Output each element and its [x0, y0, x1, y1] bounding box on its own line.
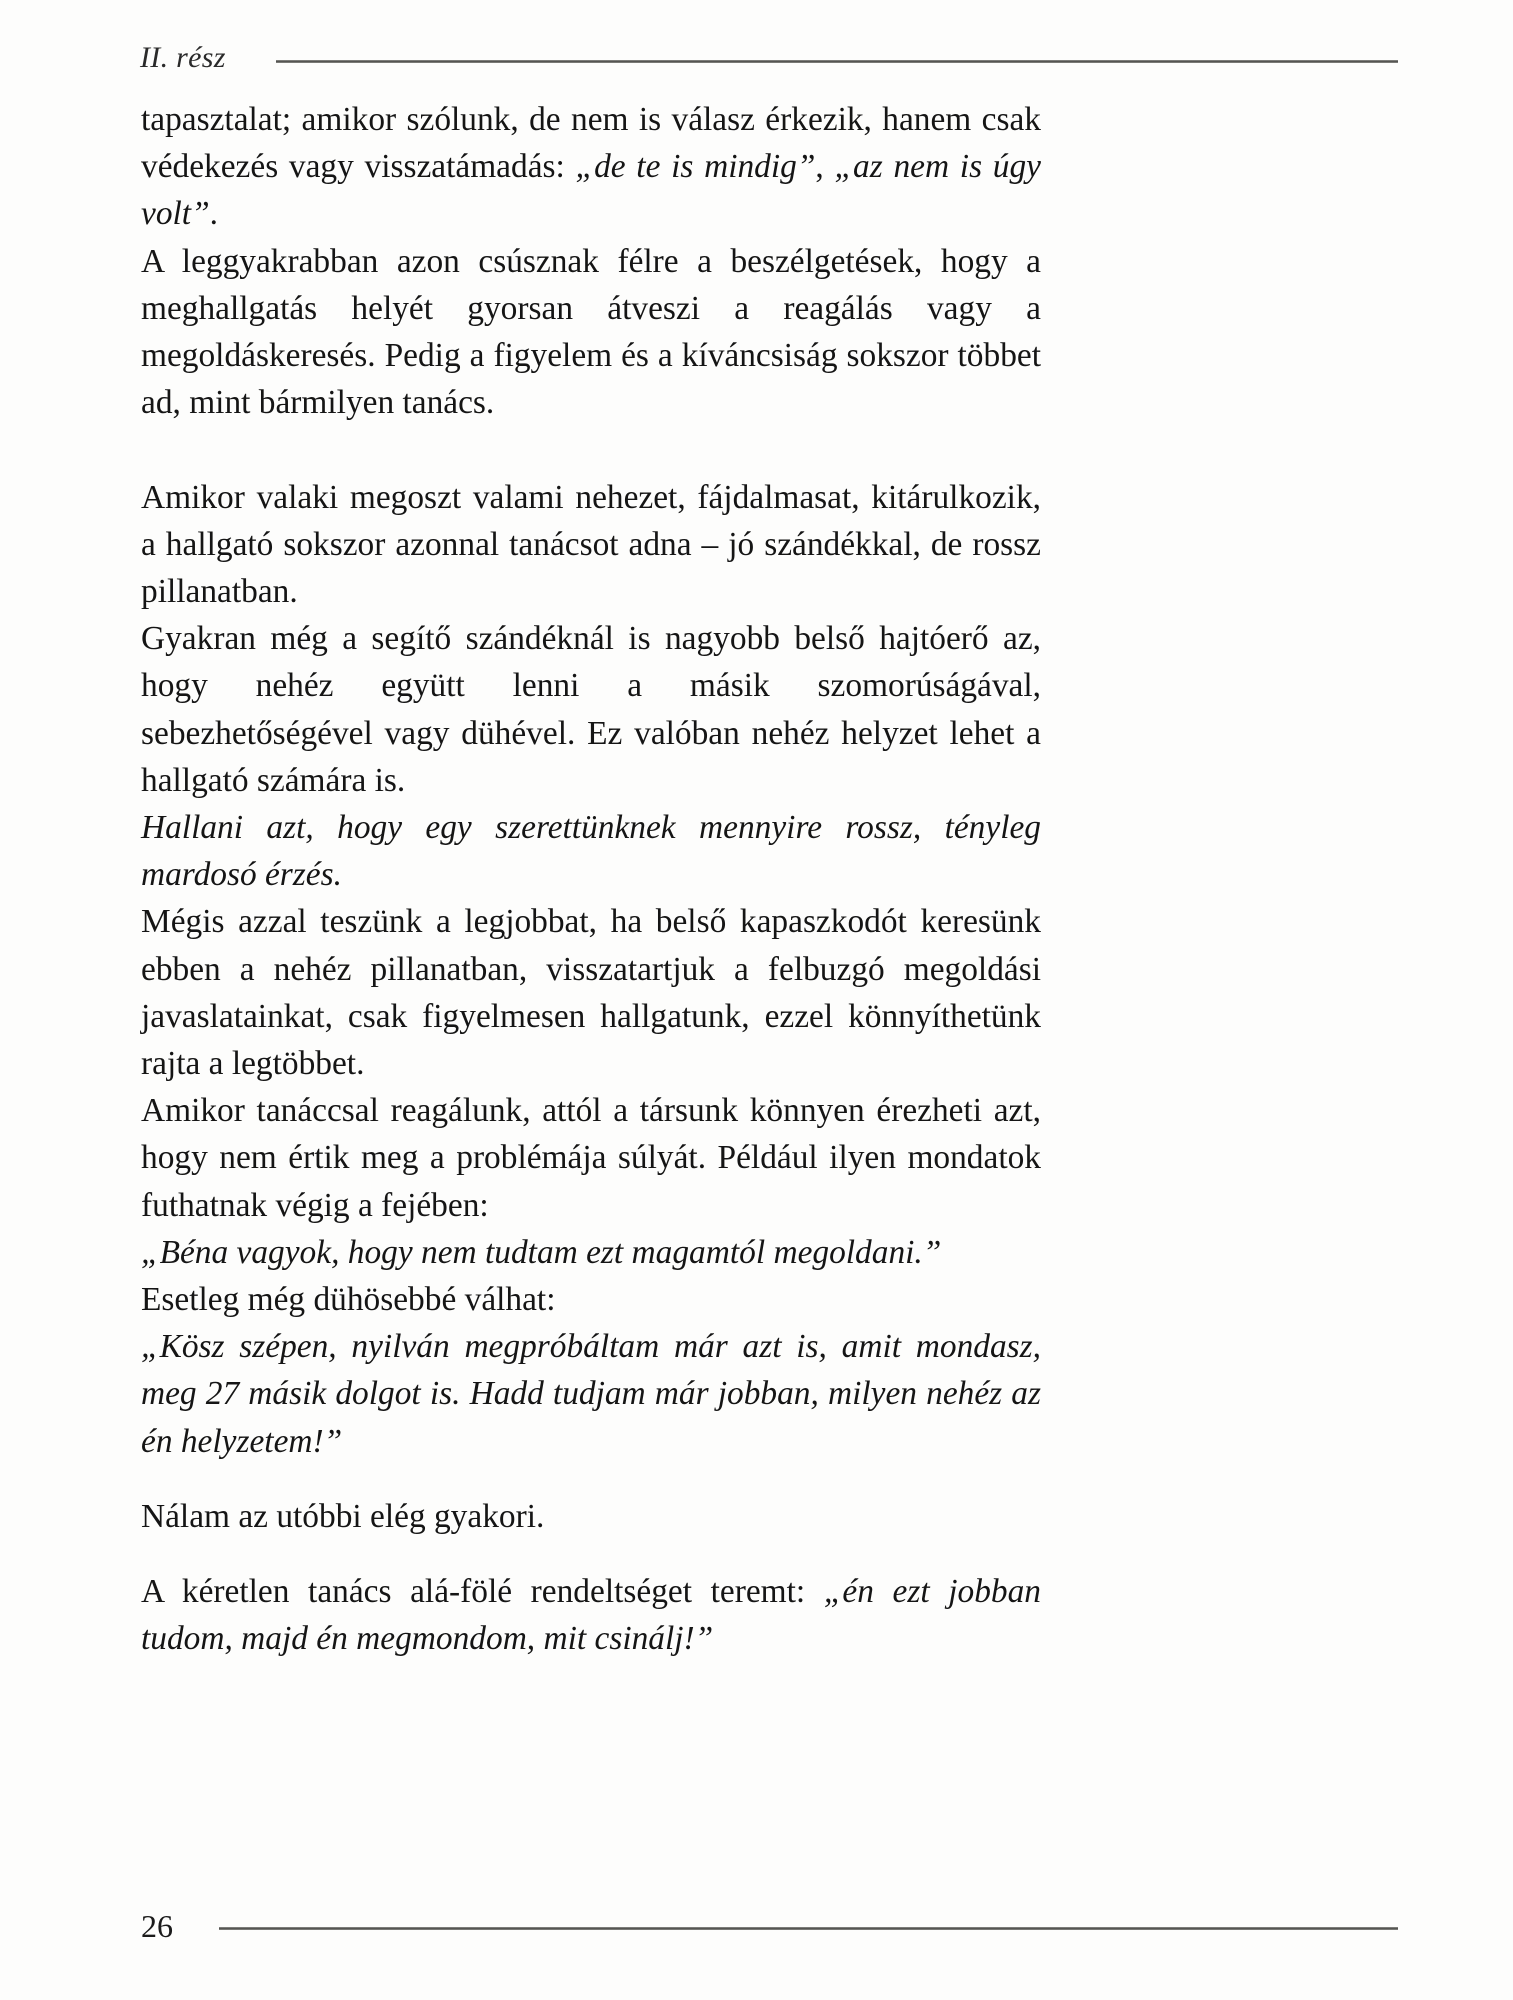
paragraph-4: Gyakran még a segítő szándéknál is nagyobb belső hajtóerő az, hogy nehéz együtt lenni a másik szomorúságával, sebezhetőségével vagy dühével. Ez valóban nehéz helyzet lehet a hallgató számára is. — [141, 620, 1041, 799]
text-column — [141, 96, 1041, 1662]
paragraph-6: Mégis azzal teszünk a legjobbat, ha belső kapaszkodót keresünk ebben a nehéz pillanatban, visszatartjuk a felbuzgó megoldási javaslatainkat, csak figyelmesen hallgatunk, ezzel könnyíthetünk rajta a legtöbbet. — [141, 903, 1041, 1083]
header-title: II. rész — [140, 41, 226, 74]
page-number: 26 — [141, 1907, 173, 1944]
paragraph-1-text-b: , — [815, 148, 835, 186]
paragraph-spacer-3 — [141, 1540, 1041, 1568]
footer-rule — [219, 1927, 1398, 1930]
paragraph-7: Amikor tanáccsal reagálunk, attól a társunk könnyen érezheti azt, hogy nem értik meg a problémája súlyát. Például ilyen mondatok futhatnak végig a fejében: — [141, 1092, 1041, 1224]
paragraph-8-italic-quote: „Béna vagyok, hogy nem tudtam ezt magamtól megoldani.” — [141, 1233, 942, 1271]
paragraph-12-italic-quote: „én ezt jobban tudom, majd én megmondom, mit csinálj!” — [141, 1573, 1041, 1658]
paragraph-1-quote-2: „az nem is úgy volt” — [141, 148, 1041, 233]
paragraph-12 — [141, 1568, 1041, 1662]
paragraph-1-text-a: tapasztalat; amikor szólunk, de nem is válasz érkezik, hanem csak védekezés vagy visszatámadás: — [141, 101, 1041, 186]
header-rule — [276, 60, 1398, 63]
paragraph-9: Esetleg még dühösebbé válhat: — [141, 1281, 556, 1319]
paragraph-1-quote-1: „de te is mindig” — [575, 148, 816, 186]
paragraph-3: Amikor valaki megoszt valami nehezet, fájdalmasat, kitárulkozik, a hallgató sokszor azonnal tanácsot adna – jó szándékkal, de rossz pillanatban. — [141, 478, 1041, 611]
paragraph-1-text-c: . — [209, 195, 218, 233]
paragraph-1 — [141, 96, 1041, 238]
paragraph-2: A leggyakrabban azon csúsznak félre a beszélgetések, hogy a meghallgatás helyét gyorsan átveszi a reagálás vagy a megoldáskeresés. Pedig a figyelem és a kíváncsiság sokszor többet ad, mint bármilyen tanács. — [141, 242, 1041, 422]
paragraph-spacer-2 — [141, 1465, 1041, 1493]
paragraph-11: Nálam az utóbbi elég gyakori. — [141, 1497, 545, 1535]
running-header — [140, 38, 1398, 78]
paragraph-12-text: A kéretlen tanács alá-fölé rendeltséget teremt: — [141, 1573, 824, 1611]
page-footer — [141, 1904, 1398, 1948]
paragraph-5-italic: Hallani azt, hogy egy szerettünknek mennyire rossz, tényleg mardosó érzés. — [141, 809, 1041, 894]
paragraph-10-italic-quote: „Kösz szépen, nyilván megpróbáltam már azt is, amit mondasz, meg 27 másik dolgot is. Hadd tudjam már jobban, milyen nehéz az én helyzetem!” — [141, 1328, 1041, 1460]
paragraph-spacer-1 — [141, 426, 1041, 473]
